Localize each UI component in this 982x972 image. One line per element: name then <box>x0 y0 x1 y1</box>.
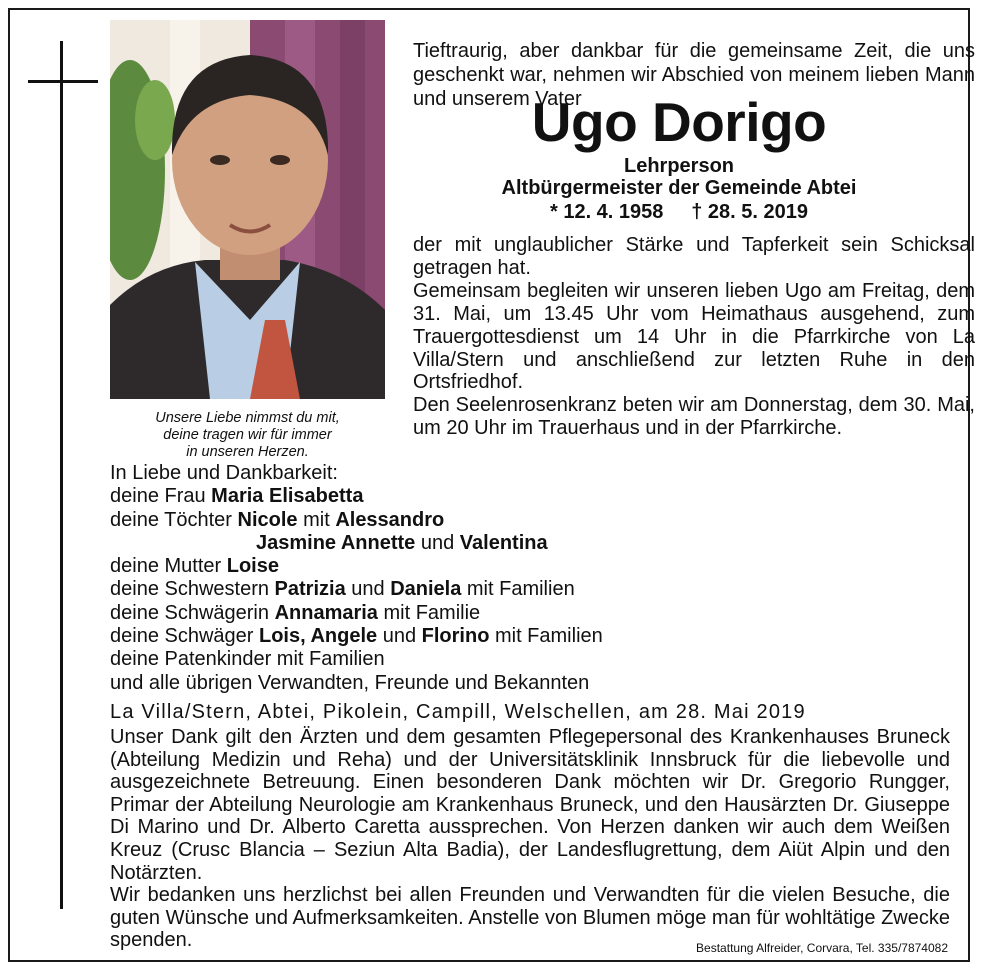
caption-line: Unsere Liebe nimmst du mit, <box>155 410 340 426</box>
caption-line: in unseren Herzen. <box>186 444 309 460</box>
cross-icon <box>60 41 63 909</box>
body-paragraph: der mit unglaublicher Stärke und Tapferkeit sein Schicksal getragen hat. <box>413 234 975 279</box>
family-mother: deine Mutter Loise <box>110 555 279 578</box>
family-heading: In Liebe und Dankbarkeit: <box>110 462 338 484</box>
family-godchildren: deine Patenkinder mit Familien <box>110 648 385 671</box>
caption-line: deine tragen wir für immer <box>163 427 332 443</box>
thanks-text <box>110 726 950 952</box>
family-list <box>110 462 970 695</box>
thanks-paragraph: Wir bedanken uns herzlichst bei allen Freunden und Verwandten für die vielen Besuche, die guten Wünsche und Aufmerksamkeiten. Anstelle von Blumen möge man für wohltätige Zwecke spenden. <box>110 884 950 952</box>
place-date: La Villa/Stern, Abtei, Pikolein, Campill, Welschellen, am 28. Mai 2019 <box>110 701 806 723</box>
office-title: Altbürgermeister der Gemeinde Abtei <box>501 177 857 199</box>
birth-date: * 12. 4. 1958 <box>549 201 664 223</box>
family-daughters: deine Töchter Nicole mit Alessandro <box>110 508 445 531</box>
notice-body <box>413 234 975 440</box>
life-dates <box>413 200 945 224</box>
deceased-name: Ugo Dorigo <box>531 91 827 153</box>
cross-icon-bar <box>28 80 98 83</box>
thanks-paragraph: Unser Dank gilt den Ärzten und dem gesamten Pflegepersonal des Krankenhauses Bruneck (Abteilung Medizin und Reha) und der Universitätsklinik Innsbruck für die liebevolle und ausgezeichnete Betreuung. Einen besonderen Dank möchten wir Dr. Gregorio Rungger, Primar der Abteilung Neurologie am Krankenhaus Bruneck, und den Hausärzten Dr. Giuseppe Di Marino und Dr. Alberto Caretta aussprechen. Von Herzen danken wir auch dem Weißen Kreuz (Crusc Blancia – Seziun Alta Badia), der Landesflugrettung, dem Aiüt Alpin und den Notärzten. <box>110 726 950 884</box>
family-sister-in-law: deine Schwägerin Annamaria mit Familie <box>110 601 481 624</box>
family-wife: deine Frau Maria Elisabetta <box>110 485 364 508</box>
family-brothers-in-law: deine Schwäger Lois, Angele und Florino mit Familien <box>110 625 603 648</box>
undertaker-contact: Bestattung Alfreider, Corvara, Tel. 335/7874082 <box>696 941 948 955</box>
profession: Lehrperson <box>623 155 735 177</box>
portrait-photo <box>110 20 385 399</box>
photo-caption <box>110 410 385 461</box>
family-others: und alle übrigen Verwandten, Freunde und Bekannten <box>110 671 590 694</box>
intro-text: Tieftraurig, aber dankbar für die gemeinsame Zeit, die uns geschenkt war, nehmen wir Abschied von meinem lieben Mann und unserem Vater <box>413 40 975 110</box>
family-daughters-2: Jasmine Annette und Valentina <box>256 531 548 554</box>
portrait-illustration <box>110 20 385 399</box>
family-sisters: deine Schwestern Patrizia und Daniela mit Familien <box>110 578 575 601</box>
death-date: † 28. 5. 2019 <box>691 201 808 223</box>
body-paragraph: Gemeinsam begleiten wir unseren lieben Ugo am Freitag, dem 31. Mai, um 13.45 Uhr vom Heimathaus ausgehend, zum Trauergottesdienst um 14 Uhr in die Pfarrkirche von La Villa/Stern und anschließend zur letzten Ruhe in den Ortsfriedhof. <box>413 279 975 394</box>
body-paragraph: Den Seelenrosenkranz beten wir am Donnerstag, dem 30. Mai, um 20 Uhr im Trauerhaus und in der Pfarrkirche. <box>413 394 975 440</box>
